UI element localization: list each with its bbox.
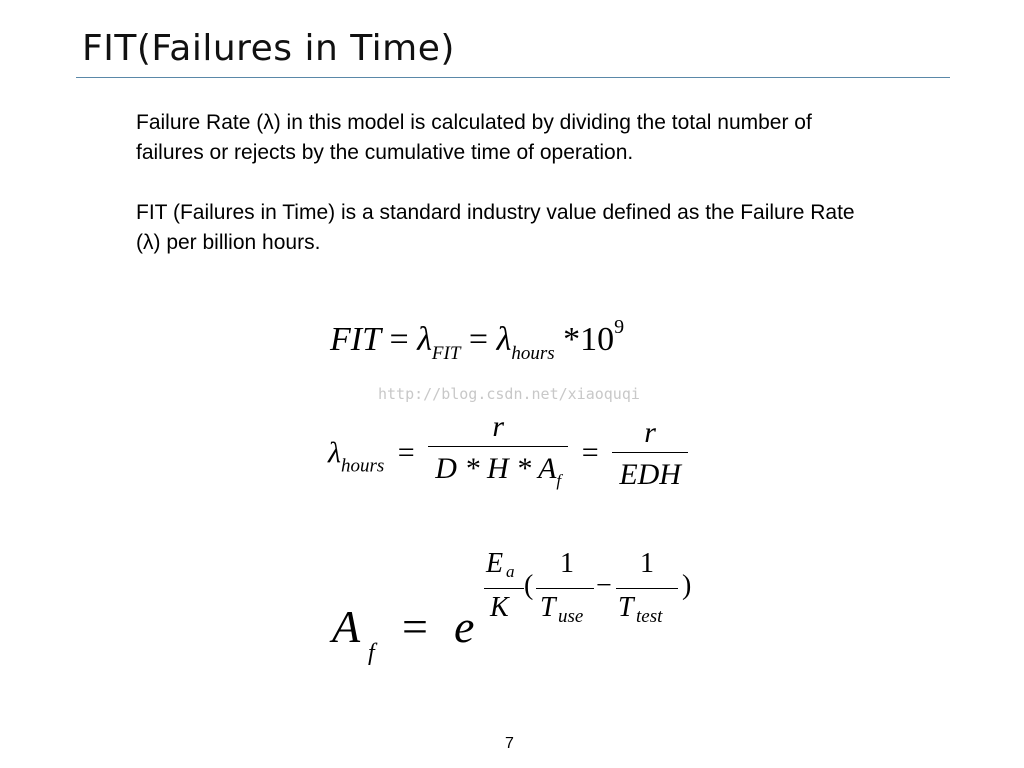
slide-title: FIT(Failures in Time) xyxy=(82,28,455,69)
fraction-r-over-dha xyxy=(428,408,568,503)
fraction-bar xyxy=(616,588,678,589)
denominator-dha: D * H * $A_f$ xyxy=(435,452,562,490)
af-subscript: f xyxy=(368,640,375,666)
formula-acceleration-factor xyxy=(332,548,732,678)
lambda-subscript-hours: hours xyxy=(511,343,555,364)
page-number: 7 xyxy=(505,735,514,752)
power-exponent: 9 xyxy=(614,316,625,338)
t-test-subscript: test xyxy=(636,606,663,627)
equals-sign: = xyxy=(581,436,599,470)
denominator-edh: EDH xyxy=(619,458,681,491)
equals-sign: = xyxy=(397,436,415,470)
paragraph-failure-rate: Failure Rate (λ) in this model is calculated by dividing the total number of failures or rejects by the cumulative time of operation. xyxy=(136,111,812,164)
exponent xyxy=(482,548,732,638)
formula-lambda-hours xyxy=(328,408,688,498)
equals-sign: = xyxy=(402,601,428,652)
equals-sign: = xyxy=(468,321,489,358)
k-symbol: K xyxy=(490,592,509,623)
af-symbol: A xyxy=(332,601,361,652)
paragraph-fit-definition: FIT (Failures in Time) is a standard industry value defined as the Failure Rate (λ) per billion hours. xyxy=(136,201,855,254)
open-paren: ( xyxy=(524,570,534,601)
watermark-url: http://blog.csdn.net/xiaoquqi xyxy=(378,385,640,403)
fraction-r-over-edh xyxy=(612,414,688,497)
fraction-bar xyxy=(536,588,594,589)
numerator-one: 1 xyxy=(640,548,654,579)
formula-fit xyxy=(330,316,624,365)
power-base: 10 xyxy=(580,321,615,358)
title-divider xyxy=(76,77,950,78)
close-paren: ) xyxy=(682,570,692,601)
t-use-symbol: T xyxy=(540,592,556,623)
lambda-symbol: λ xyxy=(496,321,512,358)
fraction-bar xyxy=(484,588,524,589)
lambda-symbol: λ xyxy=(328,436,341,470)
t-test-symbol: T xyxy=(618,592,634,623)
equals-sign: = xyxy=(389,321,409,358)
e-base: e xyxy=(454,601,475,652)
multiply-sign: * xyxy=(563,321,581,358)
lambda-subscript-fit: FIT xyxy=(431,343,461,364)
minus-sign: − xyxy=(596,570,612,601)
numerator-r: r xyxy=(492,410,505,443)
fit-symbol: FIT xyxy=(330,321,381,358)
numerator-one: 1 xyxy=(560,548,574,579)
lambda-subscript-hours: hours xyxy=(341,455,385,477)
lambda-symbol: λ xyxy=(417,321,432,358)
ea-subscript: a xyxy=(506,562,515,581)
numerator-r: r xyxy=(644,416,656,449)
ea-symbol: E xyxy=(486,548,504,579)
t-use-subscript: use xyxy=(558,606,584,627)
